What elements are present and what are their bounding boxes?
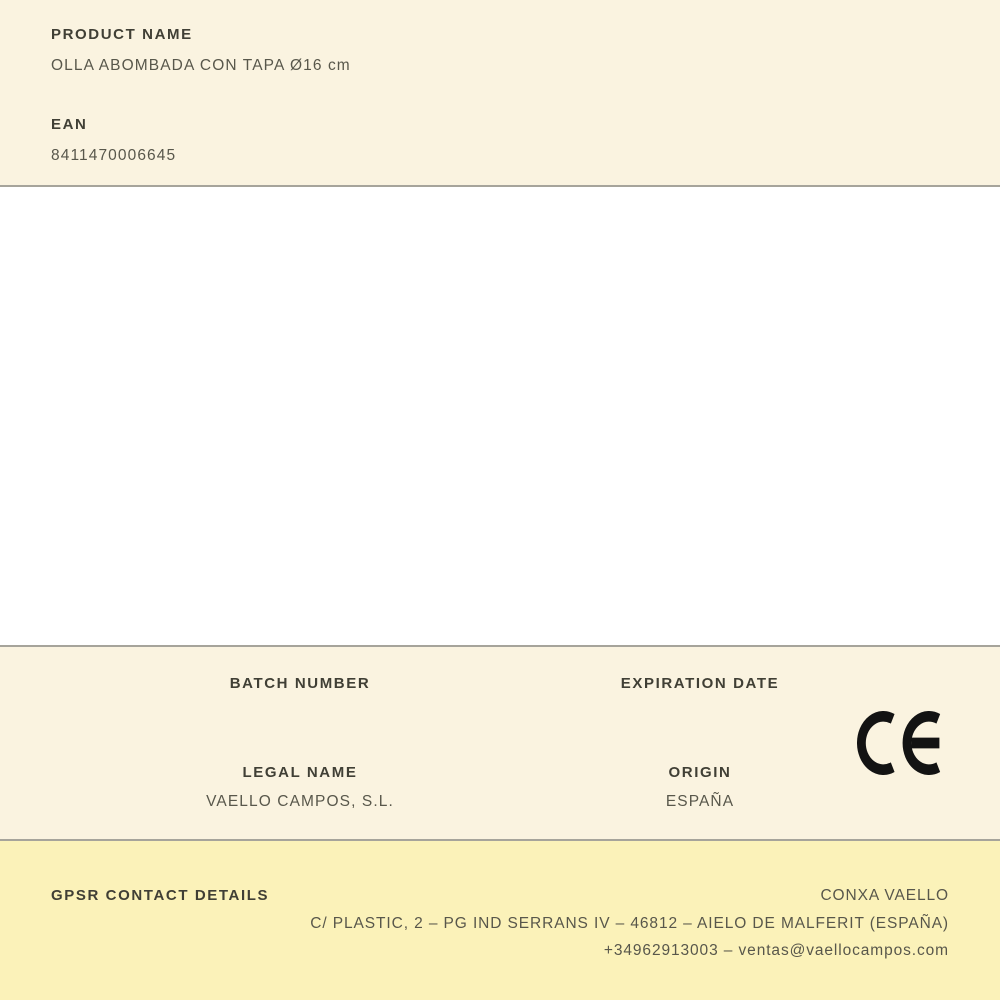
expiration-date-label: EXPIRATION DATE [620,675,780,692]
product-name-field [51,26,949,75]
ce-mark-icon [857,711,941,775]
product-name-value: OLLA ABOMBADA CON TAPA Ø16 cm [51,57,351,74]
product-name-label: PRODUCT NAME [51,26,193,43]
legal-name-label: LEGAL NAME [242,764,358,781]
batch-number-field [100,675,500,693]
product-header-section [0,0,1000,187]
contact-address-line: C/ PLASTIC, 2 – PG IND SERRANS IV – 46812 – AIELO DE MALFERIT (ESPAÑA) [310,914,949,932]
legal-name-value: VAELLO CAMPOS, S.L. [206,793,394,810]
contact-phone-email-line: +34962913003 – ventas@vaellocampos.com [603,942,949,959]
ean-value: 8411470006645 [51,147,177,164]
contact-person-line: CONXA VAELLO [820,887,949,904]
details-section [0,645,1000,841]
gpsr-contact-lines [310,882,949,965]
expiration-date-field [500,675,900,693]
ean-label: EAN [51,116,88,133]
origin-field [500,764,900,811]
gpsr-contact-heading: GPSR CONTACT DETAILS [51,887,270,904]
product-image-placeholder [0,187,1000,645]
origin-value: ESPAÑA [665,793,735,810]
legal-name-field [100,764,500,811]
batch-number-label: BATCH NUMBER [229,675,371,692]
gpsr-contact-section [0,841,1000,1000]
origin-label: ORIGIN [668,764,732,781]
ean-field [51,116,949,165]
